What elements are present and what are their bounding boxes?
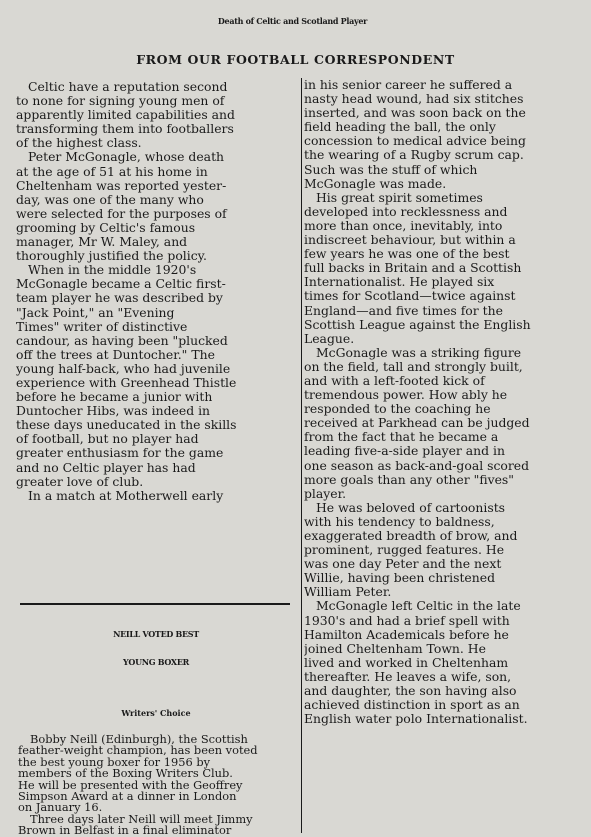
text-line: before he became a junior with [16, 389, 213, 405]
text-line: Brown in Belfast in a final eliminator [18, 823, 232, 837]
text-line: player. [304, 485, 347, 501]
text-line: McGonagle became a Celtic first- [16, 276, 226, 292]
sidebar-headline-line1: NEILL VOTED BEST [113, 629, 199, 639]
text-line: achieved distinction in sport as an [304, 697, 520, 713]
text-line: McGonagle was made. [304, 175, 447, 191]
sidebar-top-rule [20, 603, 290, 605]
text-line: off the trees at Duntocher." The [16, 346, 215, 362]
text-line: Such was the stuff of which [304, 161, 478, 177]
text-line: Duntocher Hibs, was indeed in [16, 403, 211, 419]
text-line: from the fact that he became a [304, 429, 499, 445]
text-line: Scottish League against the English [304, 316, 531, 332]
text-line: more than once, inevitably, into [304, 217, 503, 233]
article-column-left [16, 80, 298, 503]
text-line: to none for signing young men of [16, 93, 225, 109]
text-line: Three days later Neill will meet Jimmy [30, 811, 253, 826]
text-line: greater enthusiasm for the game [16, 445, 224, 461]
text-line: In a match at Motherwell early [28, 487, 224, 503]
text-line: indiscreet behaviour, but within a [304, 232, 516, 248]
text-line: was one day Peter and the next [304, 556, 502, 572]
text-line: Celtic have a reputation second [28, 80, 228, 94]
text-line: at the age of 51 at his home in [16, 163, 208, 179]
text-line: 1930's and had a brief spell with [304, 612, 510, 628]
text-line: and daughter, the son having also [304, 683, 517, 699]
text-line: of football, but no player had [16, 431, 199, 447]
text-line: thereafter. He leaves a wife, son, [304, 668, 512, 684]
text-line: "Jack Point," an "Evening [16, 304, 175, 320]
text-line: prominent, rugged features. He [304, 542, 505, 558]
text-line: Bobby Neill (Edinburgh), the Scottish [30, 734, 248, 746]
text-line: Internationalist. He played six [304, 274, 495, 290]
text-line: William Peter. [304, 584, 392, 600]
sidebar-subheading: Writers' Choice [121, 708, 191, 718]
text-line: When in the middle 1920's [28, 262, 197, 278]
text-line: concession to medical advice being [304, 133, 526, 149]
text-line: and with a left-footed kick of [304, 372, 485, 388]
text-line: on January 16. [18, 800, 103, 815]
text-line: Cheltenham was reported yester- [16, 177, 227, 193]
text-line: greater love of club. [16, 473, 144, 489]
text-line: full backs in Britain and a Scottish [304, 260, 522, 276]
text-line: manager, Mr W. Maley, and [16, 234, 188, 250]
text-line: with his tendency to baldness, [304, 513, 495, 529]
text-line: these days uneducated in the skills [16, 417, 237, 433]
text-line: nasty head wound, had six stitches [304, 91, 524, 107]
text-line: the wearing of a Rugby scrum cap. [304, 147, 524, 163]
text-line: times for Scotland—twice against [304, 288, 516, 304]
text-line: grooming by Celtic's famous [16, 219, 196, 235]
text-line: tremendous power. How ably he [304, 387, 508, 403]
text-line: in his senior career he suffered a [304, 78, 513, 92]
text-line: He will be presented with the Geoffrey [18, 777, 243, 792]
text-line: McGonagle left Celtic in the late [316, 598, 521, 614]
text-line: lived and worked in Cheltenham [304, 654, 509, 670]
text-line: experience with Greenhead Thistle [16, 374, 237, 390]
text-line: His great spirit sometimes [316, 189, 483, 205]
text-line: English water polo Internationalist. [304, 711, 528, 727]
text-line: team player he was described by [16, 290, 223, 306]
text-line: responded to the coaching he [304, 401, 491, 417]
text-line: few years he was one of the best [304, 246, 510, 262]
article-column-right [304, 78, 584, 726]
text-line: young half-back, who had juvenile [16, 360, 231, 376]
text-line: leading five-a-side player and in [304, 443, 505, 459]
text-line: England—and five times for the [304, 302, 503, 318]
text-line: more goals than any other "fives" [304, 471, 514, 487]
sidebar-headline-line2: YOUNG BOXER [123, 657, 189, 667]
text-line: Hamilton Academicals before he [304, 626, 509, 642]
text-line: field heading the ball, the only [304, 119, 496, 135]
text-line: joined Cheltenham Town. He [304, 640, 486, 656]
column-divider [301, 78, 302, 833]
text-line: were selected for the purposes of [16, 205, 227, 221]
text-line: Peter McGonagle, whose death [28, 149, 225, 165]
text-line: feather-weight champion, has been voted [18, 743, 258, 758]
text-line: candour, as having been "plucked [16, 332, 228, 348]
text-line: inserted, and was soon back on the [304, 105, 526, 121]
text-line: McGonagle was a striking figure [316, 344, 522, 360]
text-line: on the field, tall and strongly built, [304, 358, 523, 374]
text-line: developed into recklessness and [304, 203, 508, 219]
text-line: He was beloved of cartoonists [316, 499, 506, 515]
text-line: members of the Boxing Writers Club. [18, 766, 233, 781]
article-headline: Death of Celtic and Scotland Player [217, 16, 368, 26]
text-line: day, was one of the many who [16, 191, 204, 207]
text-line: Times" writer of distinctive [16, 318, 188, 334]
text-line: exaggerated breadth of brow, and [304, 528, 518, 543]
text-line: of the highest class. [16, 135, 142, 151]
text-line: League. [304, 330, 355, 346]
text-line: one season as back-and-goal scored [304, 457, 530, 473]
text-line: Simpson Award at a dinner in London [18, 788, 237, 803]
text-line: and no Celtic player has had [16, 459, 196, 475]
text-line: apparently limited capabilities and [16, 107, 235, 123]
text-line: thoroughly justified the policy. [16, 248, 207, 264]
text-line: received at Parkhead can be judged [304, 415, 530, 431]
sidebar-story-body [18, 734, 298, 837]
text-line: the best young boxer for 1956 by [18, 754, 211, 769]
article-byline: FROM OUR FOOTBALL CORRESPONDENT [136, 52, 455, 67]
text-line: Willie, having been christened [304, 570, 495, 586]
text-line: transforming them into footballers [16, 121, 234, 137]
